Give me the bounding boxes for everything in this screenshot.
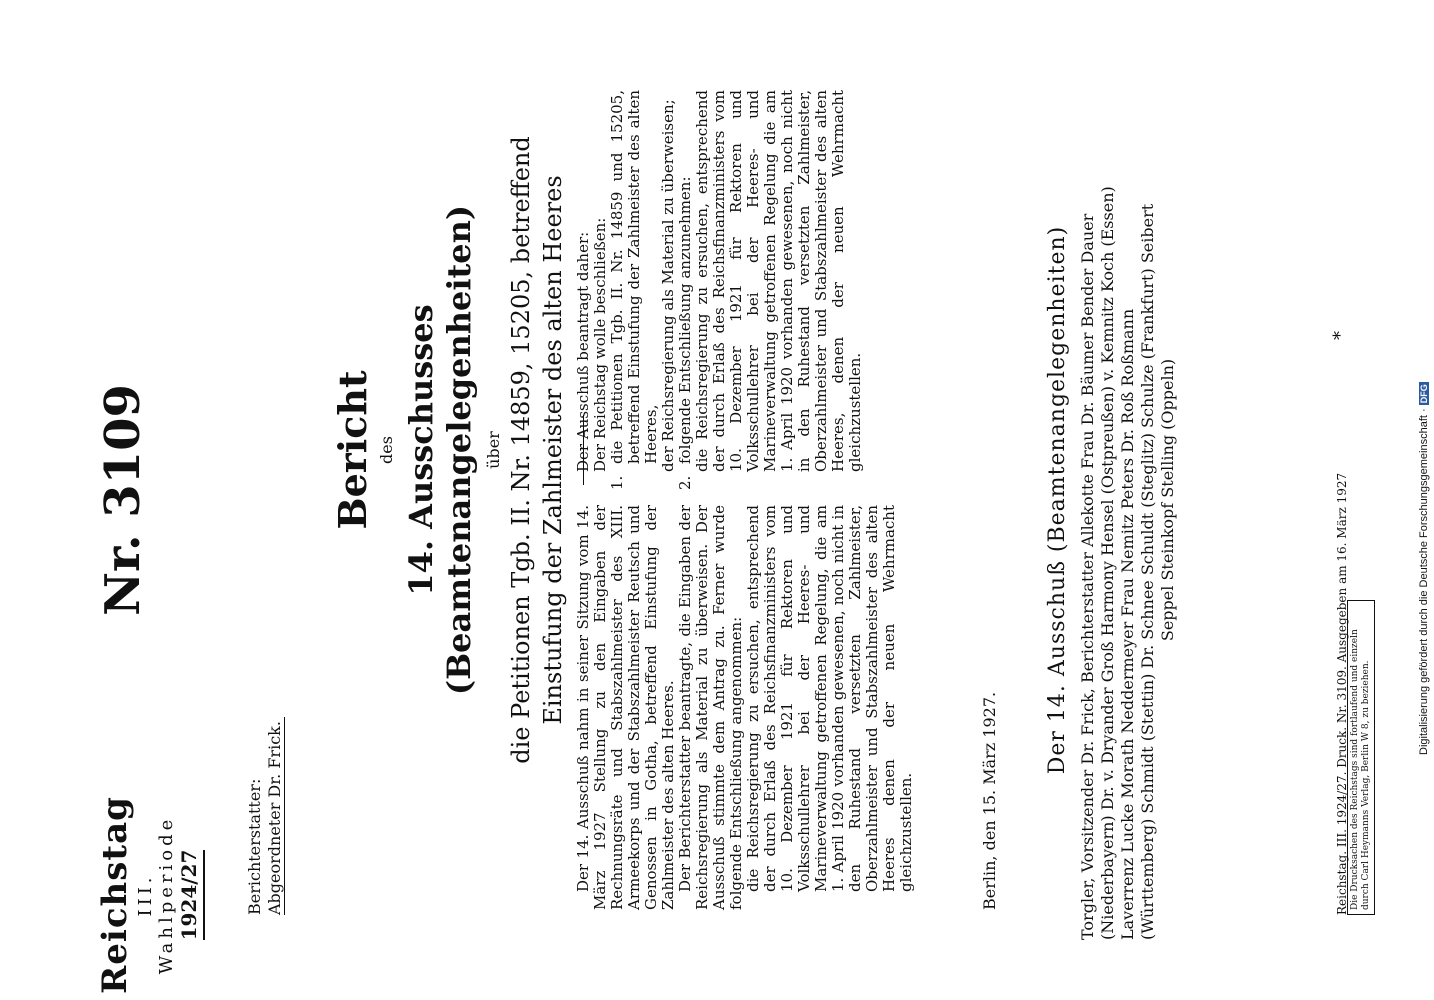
document-number: Nr. 3109 xyxy=(95,384,151,616)
list-number-2: 2. xyxy=(676,475,694,490)
wahlperiode: III. Wahlperiode xyxy=(135,815,177,975)
committee-members xyxy=(1078,60,1178,940)
rapporteur-name: Abgeordneter Dr. Frick. xyxy=(265,717,285,915)
members-line-5: Seppel Steinkopf Stelling (Oppeln) xyxy=(1158,358,1177,642)
right-paragraph-2: Der Reichstag wolle beschließen: xyxy=(591,217,609,472)
period-years: 1924/27 xyxy=(177,850,205,941)
reichstag-title: Reichstag xyxy=(95,796,135,994)
left-paragraph-3: die Reichsregierung zu ersuchen, entsprechend der durch Erlaß des Reichsfinanzministers vom 10. Dezember 1921 für Rektoren und Volksschullehrer bei der Heeres- und Marineverwaltung getroffenen Regelung, die am 1. April 1920 vorhanden gewesenen, noch nicht in den Ruhestand versetzten Zahlmeister, Oberzahlmeister und Stabszahlmeister des alten Heeres denen der neuen Wehrmacht gleichzustellen. xyxy=(744,505,915,892)
rapporteur-block xyxy=(245,675,285,915)
dfg-logo: DFG xyxy=(1419,384,1429,404)
rapporteur-label: Berichterstatter: xyxy=(245,778,264,915)
right-column xyxy=(575,90,864,490)
list-number-1: 1. xyxy=(608,475,626,490)
footer-box: Die Drucksachen des Reichstags sind fortlaufend und einzeln durch Carl Heymanns Verlag, Berlin W 8, zu beziehen. xyxy=(1347,600,1375,915)
list-text-2b: die Reichsregierung zu ersuchen, entsprechend der durch Erlaß des Reichsfinanzministers vom 10. Dezember 1921 für Rektoren und Volksschullehrer bei der Heeres- und Marineverwaltung getroffenen Regelung die am 1. April 1920 vorhanden gewesenen, noch nicht in den Ruhestand versetzten Zahlmeister, Oberzahlmeister und Stabszahlmeister des alten Heeres, denen der neuen Wehrmacht gleichzustellen. xyxy=(693,90,864,472)
members-line-4: (Württemberg) Schmidt (Stettin) Dr. Schnee Schuldt (Steglitz) Schulze (Frankfurt) Seibert xyxy=(1138,203,1157,940)
list-text-1: die Petitionen Tgb. II. Nr. 14859 und 15205, betreffend Einstufung der Zahlmeister des alten Heeres, xyxy=(608,90,660,464)
committee-block xyxy=(1045,60,1178,940)
list-item-2 xyxy=(677,90,694,490)
members-line-3: Laverrenz Lucke Morath Neddermeyer Frau Nemitz Peters Dr. Roß Roßmann xyxy=(1118,308,1137,940)
list-text-2: folgende Entschließung anzunehmen: xyxy=(676,176,694,464)
footer-line: Reichstag. III. 1924/27. Druck. Nr. 3109. Ausgegeben am 16. März 1927 xyxy=(1335,472,1349,915)
place-date: Berlin, den 15. März 1927. xyxy=(980,691,999,910)
right-paragraph-1: Der Ausschuß beantragt daher: xyxy=(574,231,592,472)
list-item-1 xyxy=(609,90,660,490)
petition-subject: die Petitionen Tgb. II. Nr. 14859, 15205, betreffend Einstufung der Zahlmeister des alten Heeres xyxy=(507,136,567,764)
left-column xyxy=(575,505,915,910)
title-des: des xyxy=(377,436,396,464)
members-line-2: (Niederbayern) Dr. v. Dryander Groß Harmony Hensel (Ostpreußen) v. Kemnitz Koch (Essen) xyxy=(1098,186,1117,940)
title-ueber: über xyxy=(484,431,503,469)
left-paragraph-2: Der Berichterstatter beantragte, die Eingaben der Reichsregierung als Material zu überweisen. Der Ausschuß stimmte dem Antrag zu. Ferner wurde folgende Entschließung angenommen: xyxy=(676,505,745,910)
committee-heading: Der 14. Ausschuß (Beamtenangelegenheiten) xyxy=(1045,225,1070,775)
dfg-sidebar xyxy=(1418,15,1434,755)
report-title: Bericht xyxy=(330,370,375,530)
footer-star: * xyxy=(1330,331,1351,340)
list-text-1b: der Reichsregierung als Material zu überweisen; xyxy=(659,99,677,472)
sidebar-text: Digitalisierung gefördert durch die Deutsche Forschungsgemeinschaft · xyxy=(1418,408,1430,755)
committee-title: 14. Ausschusses (Beamtenangelegenheiten) xyxy=(402,204,478,696)
title-block xyxy=(330,130,584,770)
left-paragraph-1: Der 14. Ausschuß nahm in seiner Sitzung vom 14. März 1927 Stellung zu den Eingaben der Rechnungsräte und Stabszahlmeister des XIII. Armeekorps und der Stabszahlmeister Reutsch und Genossen in Gotha, betreffend Einstufung der Zahlmeister des alten Heeres. xyxy=(574,505,677,910)
members-line-1: Torgler, Vorsitzender Dr. Frick, Berichterstatter Allekotte Frau Dr. Bäumer Bender Dauer xyxy=(1078,213,1097,940)
